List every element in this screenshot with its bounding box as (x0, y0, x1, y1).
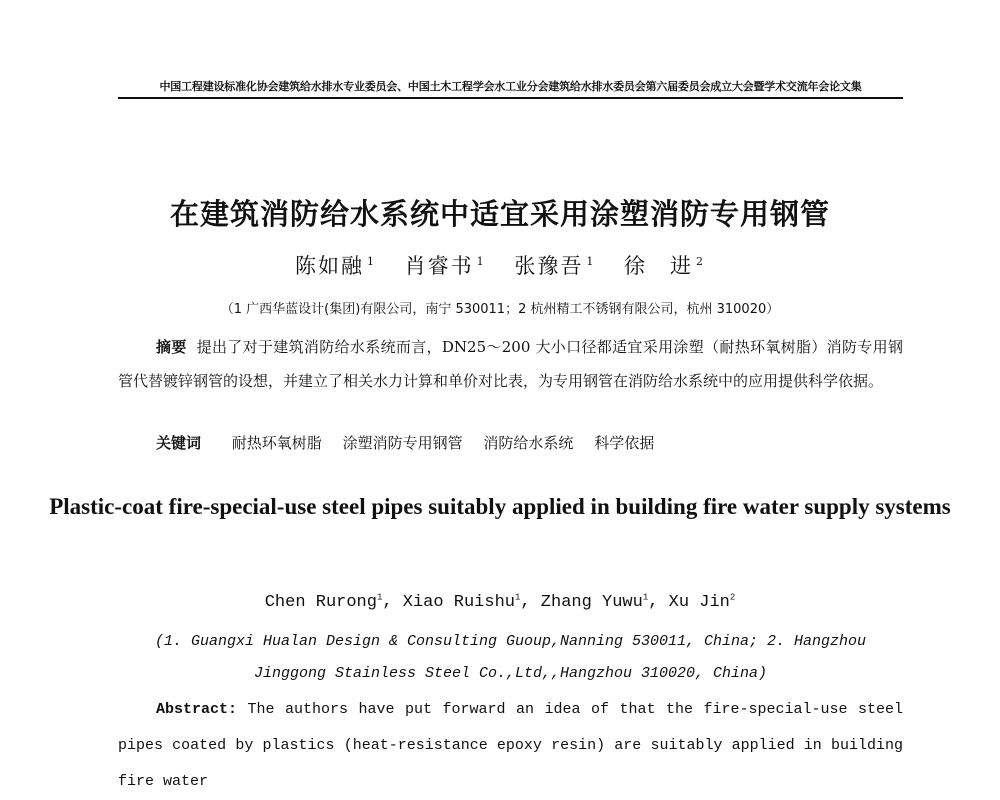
author-english (669, 593, 736, 612)
author-name: Xiao Ruishu (402, 592, 515, 612)
affiliation-english: (1. Guangxi Hualan Design & Consulting Guoup,Nanning 530011, China; 2. Hangzhou Jinggong Stainless Steel Co.,Ltd,,Hangzhou 310020, China) (154, 633, 867, 682)
affiliation-marker: 2 (729, 592, 736, 602)
keywords-label: 关键词 (156, 434, 202, 452)
abstract-english (118, 692, 903, 800)
author-chinese (624, 254, 705, 278)
keyword: 耐热环氧树脂 (231, 434, 322, 452)
affiliation-marker: 1 (642, 592, 649, 602)
abstract-text: The authors have put forward an idea of that the fire-special-use steel pipes coated by plastics (heat-resistance epoxy resin) are suitably applied in building fire water (118, 701, 903, 790)
author-english (265, 593, 383, 612)
abstract-text: 提出了对于建筑消防给水系统而言，DN25～200 大小口径都适宜采用涂塑（耐热环氧树脂）消防专用钢管代替镀锌钢管的设想，并建立了相关水力计算和单价对比表，为专用钢管在消防给水系统中的应用提供科学依据。 (118, 338, 903, 390)
affiliation-marker: 1 (586, 255, 596, 268)
keyword: 科学依据 (594, 434, 655, 452)
abstract-label: Abstract: (156, 701, 238, 718)
author-list-english: Chen Rurong$^1$, Xiao Ruishu$^1$, Zhang Yuwu$^1$, Xu Jin$^2$ (264, 592, 736, 612)
keyword: 消防给水系统 (483, 434, 574, 452)
paper-title-chinese: 在建筑消防给水系统中适宜采用涂塑消防专用钢管 (169, 197, 830, 231)
running-head: 中国工程建设标准化协会建筑给水排水专业委员会、中国土木工程学会水工业分会建筑给水排水委员会第六届委员会成立大会暨学术交流年会论文集 (118, 78, 903, 99)
author-chinese (295, 254, 376, 278)
author-english (403, 593, 521, 612)
author-english (541, 593, 648, 612)
keywords-chinese (156, 432, 654, 453)
author-name: 肖睿书 (404, 254, 474, 278)
abstract-label: 摘要 (156, 338, 187, 356)
keyword: 涂塑消防专用钢管 (342, 434, 463, 452)
author-name: Zhang Yuwu (540, 592, 643, 612)
author-name: 陈如融 (294, 254, 364, 278)
author-list-chinese (0, 250, 1000, 280)
affiliation-chinese: （1 广西华蓝设计(集团)有限公司，南宁 530011；2 杭州精工不锈钢有限公司，杭州 310020） (220, 302, 780, 317)
affiliation-marker: 2 (696, 255, 706, 268)
author-name: Chen Rurong (264, 592, 377, 612)
author-name: 徐 进 (624, 254, 694, 278)
author-name: 张豫吾 (514, 254, 584, 278)
affiliation-marker: 1 (476, 255, 486, 268)
author-chinese (514, 254, 595, 278)
affiliation-marker: 1 (376, 592, 383, 602)
author-chinese (405, 254, 486, 278)
paper-title-english: Plastic-coat fire-special-use steel pipes suitably applied in building fire water supply systems (49, 494, 951, 519)
affiliation-marker: 1 (514, 592, 521, 602)
abstract-chinese (118, 330, 903, 398)
affiliation-marker: 1 (366, 255, 376, 268)
author-name: Xu Jin (668, 592, 730, 612)
